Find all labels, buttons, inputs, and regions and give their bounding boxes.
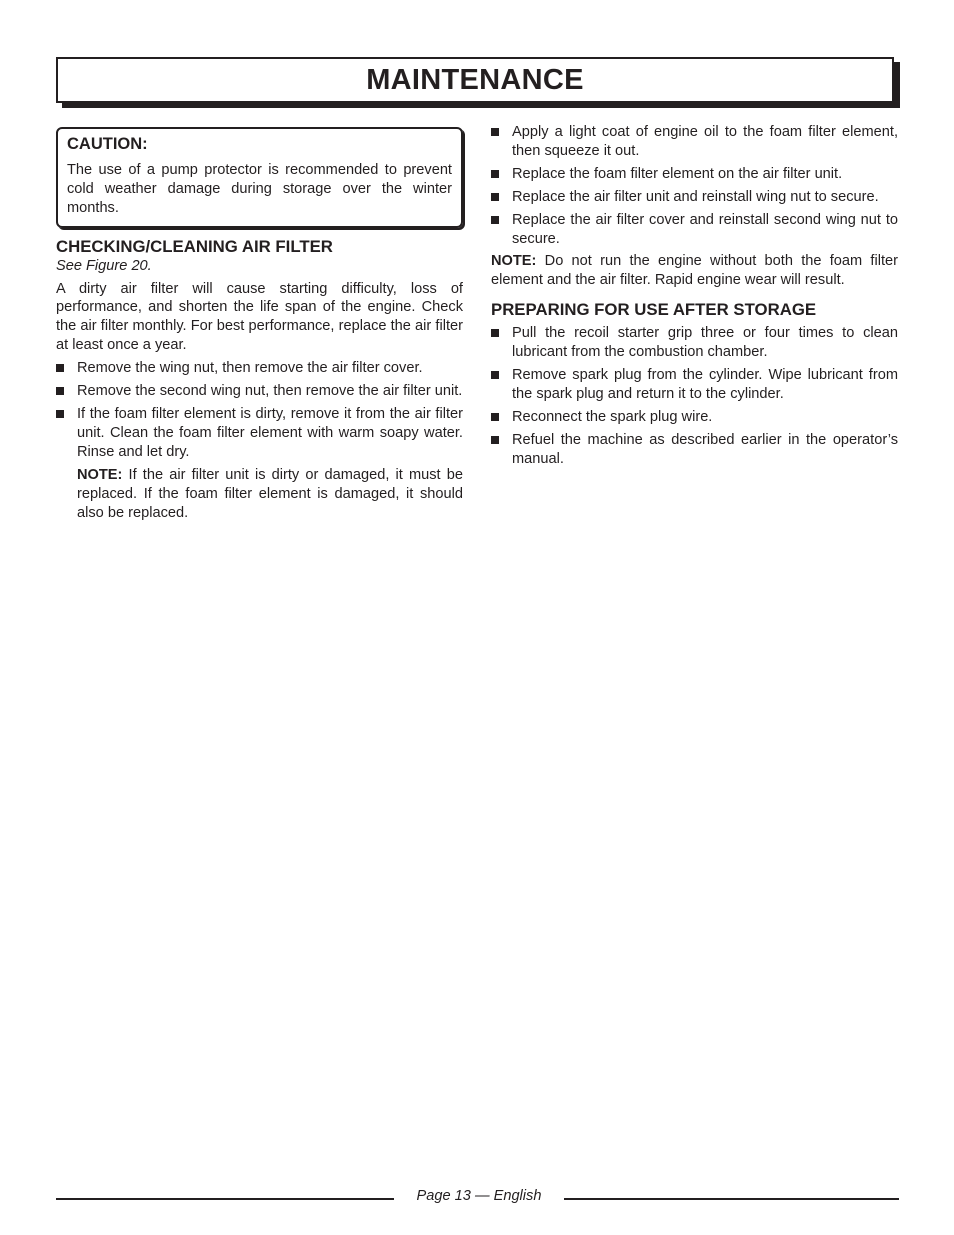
list-item-text: Remove spark plug from the cylinder. Wipe lubricant from the spark plug and return it to the cylinder.	[512, 367, 898, 402]
air-filter-intro: A dirty air filter will cause starting difficulty, loss of performance, and shorten the life span of the engine. Check the air filter monthly. For best performance, replace the air filter at least once a year.	[56, 280, 463, 354]
list-item-text: Remove the wing nut, then remove the air filter cover.	[77, 360, 423, 377]
list-item	[491, 324, 898, 362]
bullet-square-icon	[491, 216, 499, 224]
bullet-square-icon	[491, 371, 499, 379]
note-label: NOTE:	[491, 253, 537, 270]
note-text: Do not run the engine without both the foam filter element and the air filter. Rapid engine wear will result.	[491, 253, 898, 289]
see-figure-reference: See Figure 20.	[56, 257, 152, 274]
footer-divider-right	[564, 1198, 899, 1200]
list-item-text: Replace the air filter unit and reinstall wing nut to secure.	[512, 188, 879, 205]
page-title: MAINTENANCE	[366, 63, 584, 96]
list-item	[56, 359, 463, 378]
right-column	[491, 123, 898, 469]
list-item-text: Pull the recoil starter grip three or four times to clean lubricant from the combustion chamber.	[512, 325, 898, 361]
caution-title: CAUTION:	[67, 135, 148, 153]
list-item	[56, 405, 463, 462]
caution-box	[56, 127, 463, 228]
bullet-square-icon	[491, 128, 499, 136]
caution-text: The use of a pump protector is recommended to prevent cold weather damage during storage over the winter months.	[67, 161, 452, 216]
list-item	[491, 211, 898, 249]
list-item-text: Apply a light coat of engine oil to the foam filter element, then squeeze it out.	[512, 124, 898, 159]
list-item-text: Reconnect the spark plug wire.	[512, 408, 713, 425]
page-title-box	[56, 57, 894, 103]
list-item	[491, 431, 898, 469]
bullet-square-icon	[56, 387, 64, 395]
list-item-text: Replace the air filter cover and reinstall second wing nut to secure.	[512, 211, 898, 247]
list-item	[491, 408, 898, 427]
list-item	[56, 382, 463, 401]
air-filter-steps-list	[56, 359, 463, 462]
air-filter-note	[56, 466, 463, 523]
air-filter-steps-continued-list	[491, 123, 898, 248]
bullet-square-icon	[491, 193, 499, 201]
bullet-square-icon	[56, 410, 64, 418]
list-item	[491, 165, 898, 184]
list-item-text: Remove the second wing nut, then remove the air filter unit.	[77, 383, 463, 400]
air-filter-heading: CHECKING/CLEANING AIR FILTER	[56, 236, 333, 256]
bullet-square-icon	[491, 170, 499, 178]
engine-note	[491, 252, 898, 290]
bullet-square-icon	[56, 364, 64, 372]
after-storage-heading: PREPARING FOR USE AFTER STORAGE	[491, 300, 817, 320]
bullet-square-icon	[491, 329, 499, 337]
bullet-square-icon	[491, 436, 499, 444]
left-column	[56, 127, 463, 522]
footer-page-label: Page 13 — English	[416, 1188, 542, 1204]
after-storage-steps-list	[491, 324, 898, 468]
bullet-square-icon	[491, 413, 499, 421]
list-item-text: Replace the foam filter element on the air filter unit.	[512, 165, 843, 182]
note-text: If the air filter unit is dirty or damaged, it must be replaced. If the foam filter element is damaged, it should also be replaced.	[77, 466, 463, 521]
list-item	[491, 366, 898, 404]
list-item	[491, 188, 898, 207]
list-item	[491, 123, 898, 161]
list-item-text: Refuel the machine as described earlier in the operator’s manual.	[512, 431, 898, 467]
note-label: NOTE:	[77, 466, 123, 483]
footer-divider-left	[56, 1198, 394, 1200]
list-item-text: If the foam filter element is dirty, remove it from the air filter unit. Clean the foam filter element with warm soapy water. Rinse and let dry.	[77, 405, 463, 460]
